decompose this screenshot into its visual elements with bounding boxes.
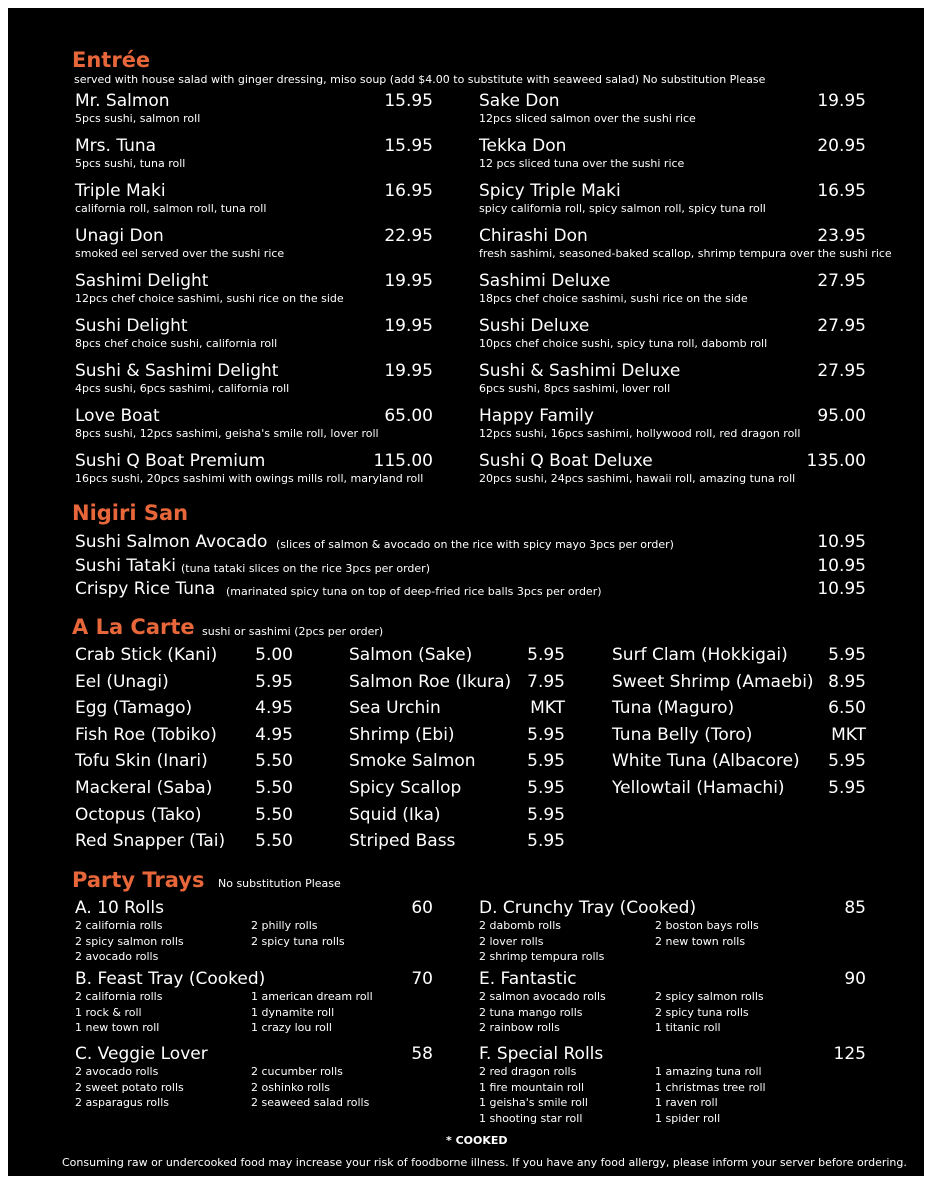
entree-item-name: Love Boat (75, 406, 160, 426)
a-la-carte-item-price: 6.50 (828, 698, 866, 719)
party-tray-name: A. 10 Rolls (75, 898, 164, 918)
entree-item-name: Tekka Don (479, 136, 567, 156)
party-tray-item: 2 philly rolls (251, 919, 318, 932)
a-la-carte-item-name: Crab Stick (Kani) (75, 645, 218, 665)
a-la-carte-item-price: 5.50 (255, 804, 293, 825)
party-tray-item: 1 shooting star roll (479, 1111, 583, 1125)
entree-item-name: Sushi & Sashimi Delight (75, 361, 279, 381)
party-tray-price: 125 (833, 1044, 866, 1064)
party-tray-name: C. Veggie Lover (75, 1044, 208, 1064)
party-tray-name: B. Feast Tray (Cooked) (75, 969, 266, 989)
entree-item-name: Mr. Salmon (75, 91, 170, 111)
section-note-a-la-carte: sushi or sashimi (2pcs per order) (202, 625, 384, 638)
section-note-entree: served with house salad with ginger dressing, miso soup (add $4.00 to substitute with seaweed salad) No substitution Please (74, 73, 766, 86)
entree-item-name: Unagi Don (75, 226, 164, 246)
nigiri-item-desc: (slices of salmon & avocado on the rice with spicy mayo 3pcs per order) (276, 538, 674, 551)
section-title-a-la-carte: A La Carte (72, 615, 195, 639)
nigiri-item-desc: (tuna tataki slices on the rice 3pcs per order) (181, 561, 430, 575)
party-tray-item: 2 oshinko rolls (251, 1080, 331, 1094)
party-tray-item: 2 avocado rolls (75, 1065, 159, 1078)
entree-item-desc: 20pcs sushi, 24pcs sashimi, hawaii roll, amazing tuna roll (479, 472, 796, 485)
party-tray-item: 2 shrimp tempura rolls (479, 950, 605, 964)
entree-item-desc: 12pcs chef choice sashimi, sushi rice on the side (75, 292, 344, 305)
party-tray-item: 2 salmon avocado rolls (479, 990, 606, 1003)
a-la-carte-item-name: Salmon (Sake) (349, 645, 473, 665)
entree-item-price: 16.95 (384, 181, 433, 201)
a-la-carte-item-price: 5.95 (527, 778, 565, 798)
a-la-carte-item-price: 5.95 (527, 751, 565, 772)
a-la-carte-item-price: 5.95 (527, 804, 565, 825)
entree-item-price: 15.95 (384, 136, 433, 156)
party-tray-name: E. Fantastic (479, 969, 577, 989)
a-la-carte-item-price: MKT (831, 724, 866, 745)
a-la-carte-item-price: 4.95 (255, 724, 293, 745)
a-la-carte-item-name: Tuna Belly (Toro) (612, 724, 753, 745)
party-tray-item: 2 lover rolls (479, 934, 544, 948)
entree-item-price: 16.95 (817, 181, 866, 201)
entree-item-name: Sushi & Sashimi Deluxe (479, 361, 681, 381)
a-la-carte-item-name: Mackeral (Saba) (75, 778, 213, 798)
entree-item-name: Sushi Deluxe (479, 316, 590, 336)
a-la-carte-item-name: White Tuna (Albacore) (612, 751, 800, 772)
a-la-carte-item-price: 7.95 (527, 671, 565, 692)
entree-item-desc: 5pcs sushi, tuna roll (75, 157, 186, 170)
entree-item-desc: california roll, salmon roll, tuna roll (75, 202, 267, 215)
a-la-carte-item-price: 5.95 (527, 724, 565, 745)
a-la-carte-item-name: Fish Roe (Tobiko) (75, 724, 217, 745)
entree-item-price: 19.95 (384, 361, 433, 381)
party-tray-item: 1 american dream roll (251, 990, 373, 1003)
party-tray-item: 2 dabomb rolls (479, 919, 561, 932)
a-la-carte-item-price: 8.95 (828, 671, 866, 692)
entree-item-price: 27.95 (817, 271, 866, 291)
a-la-carte-item-name: Smoke Salmon (349, 751, 476, 772)
a-la-carte-item-name: Egg (Tamago) (75, 698, 193, 719)
party-tray-item: 2 rainbow rolls (479, 1021, 560, 1035)
nigiri-item-name: Sushi Tataki (75, 555, 176, 576)
party-tray-item: 1 amazing tuna roll (655, 1065, 762, 1078)
party-tray-item: 2 spicy tuna rolls (251, 934, 345, 948)
party-tray-item: 1 geisha's smile roll (479, 1096, 588, 1110)
a-la-carte-item-price: MKT (530, 698, 565, 719)
entree-item-name: Spicy Triple Maki (479, 181, 621, 201)
entree-item-price: 135.00 (806, 451, 866, 471)
entree-item-name: Sake Don (479, 91, 560, 111)
nigiri-item-name: Crispy Rice Tuna (75, 579, 216, 599)
entree-item-price: 22.95 (384, 226, 433, 246)
party-tray-price: 85 (844, 898, 866, 918)
entree-item-desc: 10pcs chef choice sushi, spicy tuna roll, dabomb roll (479, 337, 768, 350)
entree-item-desc: fresh sashimi, seasoned-baked scallop, shrimp tempura over the sushi rice (479, 247, 892, 260)
party-tray-item: 2 boston bays rolls (655, 919, 759, 932)
entree-item-desc: spicy california roll, spicy salmon roll, spicy tuna roll (479, 202, 766, 215)
party-tray-item: 2 sweet potato rolls (75, 1080, 184, 1094)
entree-item-price: 20.95 (817, 136, 866, 156)
a-la-carte-item-price: 4.95 (255, 698, 293, 719)
section-title-nigiri: Nigiri San (72, 501, 189, 525)
a-la-carte-item-price: 5.95 (828, 778, 866, 798)
a-la-carte-item-name: Octopus (Tako) (75, 804, 202, 825)
entree-item-name: Sushi Delight (75, 316, 188, 336)
section-note-party-trays: No substitution Please (218, 877, 341, 890)
party-tray-item: 2 tuna mango rolls (479, 1005, 583, 1019)
cooked-note: * COOKED (446, 1134, 508, 1147)
entree-item-price: 19.95 (384, 271, 433, 291)
nigiri-item-price: 10.95 (817, 579, 866, 599)
section-title-party-trays: Party Trays (72, 868, 205, 892)
entree-item-name: Chirashi Don (479, 226, 588, 246)
menu-page (8, 8, 924, 1176)
entree-item-price: 95.00 (817, 406, 866, 426)
party-tray-item: 2 california rolls (75, 919, 163, 932)
a-la-carte-item-name: Yellowtail (Hamachi) (612, 778, 785, 798)
party-tray-price: 58 (411, 1044, 433, 1064)
nigiri-item-price: 10.95 (817, 555, 866, 576)
entree-item-name: Sushi Q Boat Premium (75, 451, 266, 471)
party-tray-item: 2 red dragon rolls (479, 1065, 577, 1078)
nigiri-item-price: 10.95 (817, 532, 866, 552)
a-la-carte-item-name: Sea Urchin (349, 698, 441, 719)
nigiri-item-name: Sushi Salmon Avocado (75, 532, 268, 552)
entree-item-desc: 4pcs sushi, 6pcs sashimi, california roll (75, 382, 290, 395)
entree-item-desc: 12 pcs sliced tuna over the sushi rice (479, 157, 685, 170)
entree-item-name: Triple Maki (75, 181, 166, 201)
party-tray-price: 60 (411, 898, 433, 918)
party-tray-item: 1 spider roll (655, 1111, 721, 1125)
entree-item-price: 65.00 (384, 406, 433, 426)
entree-item-price: 115.00 (373, 451, 433, 471)
a-la-carte-item-price: 5.00 (255, 645, 293, 665)
party-tray-item: 2 seaweed salad rolls (251, 1096, 370, 1110)
entree-item-desc: 8pcs sushi, 12pcs sashimi, geisha's smile roll, lover roll (75, 427, 379, 440)
entree-item-price: 27.95 (817, 316, 866, 336)
a-la-carte-item-name: Squid (Ika) (349, 804, 441, 825)
entree-item-name: Sushi Q Boat Deluxe (479, 451, 653, 471)
party-tray-item: 1 dynamite roll (251, 1005, 335, 1019)
a-la-carte-item-price: 5.95 (828, 645, 866, 665)
a-la-carte-item-price: 5.50 (255, 751, 293, 772)
entree-item-desc: 5pcs sushi, salmon roll (75, 112, 201, 125)
entree-item-price: 15.95 (384, 91, 433, 111)
party-tray-name: D. Crunchy Tray (Cooked) (479, 898, 697, 918)
entree-item-price: 27.95 (817, 361, 866, 381)
party-tray-item: 2 new town rolls (655, 934, 746, 948)
entree-item-desc: 6pcs sushi, 8pcs sashimi, lover roll (479, 382, 671, 395)
party-tray-item: 2 spicy salmon rolls (75, 934, 184, 948)
party-tray-item: 1 fire mountain roll (479, 1080, 585, 1094)
party-tray-price: 70 (411, 969, 433, 989)
party-tray-item: 2 spicy salmon rolls (655, 990, 764, 1003)
a-la-carte-item-name: Shrimp (Ebi) (349, 724, 455, 745)
entree-item-price: 19.95 (817, 91, 866, 111)
a-la-carte-item-name: Tofu Skin (Inari) (75, 751, 208, 772)
entree-item-desc: 12pcs sliced salmon over the sushi rice (479, 112, 696, 125)
party-tray-item: 2 spicy tuna rolls (655, 1005, 749, 1019)
party-tray-item: 1 crazy lou roll (251, 1021, 332, 1035)
entree-item-desc: 16pcs sushi, 20pcs sashimi with owings mills roll, maryland roll (75, 472, 424, 485)
entree-item-desc: smoked eel served over the sushi rice (75, 247, 285, 260)
entree-item-name: Happy Family (479, 406, 594, 426)
entree-item-desc: 18pcs chef choice sashimi, sushi rice on the side (479, 292, 748, 305)
section-title-entree: Entrée (72, 48, 151, 72)
entree-item-name: Sashimi Deluxe (479, 271, 611, 291)
party-tray-price: 90 (844, 969, 866, 989)
party-tray-name: F. Special Rolls (479, 1044, 604, 1064)
entree-item-desc: 8pcs chef choice sushi, california roll (75, 337, 278, 350)
entree-item-desc: 12pcs sushi, 16pcs sashimi, hollywood roll, red dragon roll (479, 427, 801, 440)
a-la-carte-item-name: Striped Bass (349, 831, 456, 852)
entree-item-price: 23.95 (817, 226, 866, 246)
entree-item-name: Sashimi Delight (75, 271, 209, 291)
a-la-carte-item-price: 5.50 (255, 831, 293, 852)
nigiri-item-desc: (marinated spicy tuna on top of deep-fried rice balls 3pcs per order) (226, 585, 602, 598)
a-la-carte-item-name: Red Snapper (Tai) (75, 831, 226, 852)
party-tray-item: 2 avocado rolls (75, 950, 159, 964)
a-la-carte-item-name: Tuna (Maguro) (612, 698, 735, 719)
a-la-carte-item-price: 5.95 (527, 831, 565, 852)
party-tray-item: 2 cucumber rolls (251, 1065, 343, 1078)
allergy-warning: Consuming raw or undercooked food may increase your risk of foodborne illness. If you have any food allergy, please inform your server before ordering. (62, 1156, 907, 1169)
a-la-carte-item-name: Salmon Roe (Ikura) (349, 671, 512, 692)
a-la-carte-item-price: 5.95 (255, 671, 293, 692)
a-la-carte-item-name: Eel (Unagi) (75, 671, 169, 692)
party-tray-item: 1 christmas tree roll (655, 1080, 766, 1094)
a-la-carte-item-price: 5.95 (527, 645, 565, 665)
a-la-carte-item-name: Surf Clam (Hokkigai) (612, 645, 788, 665)
a-la-carte-item-price: 5.50 (255, 778, 293, 798)
party-tray-item: 1 raven roll (655, 1096, 718, 1110)
party-tray-item: 2 california rolls (75, 990, 163, 1003)
entree-item-name: Mrs. Tuna (75, 136, 157, 156)
entree-item-price: 19.95 (384, 316, 433, 336)
party-tray-item: 1 rock & roll (75, 1005, 142, 1019)
party-tray-item: 1 titanic roll (655, 1021, 721, 1035)
a-la-carte-item-name: Sweet Shrimp (Amaebi) (612, 671, 814, 692)
party-tray-item: 1 new town roll (75, 1021, 160, 1035)
a-la-carte-item-name: Spicy Scallop (349, 778, 462, 798)
a-la-carte-item-price: 5.95 (828, 751, 866, 772)
party-tray-item: 2 asparagus rolls (75, 1096, 169, 1110)
